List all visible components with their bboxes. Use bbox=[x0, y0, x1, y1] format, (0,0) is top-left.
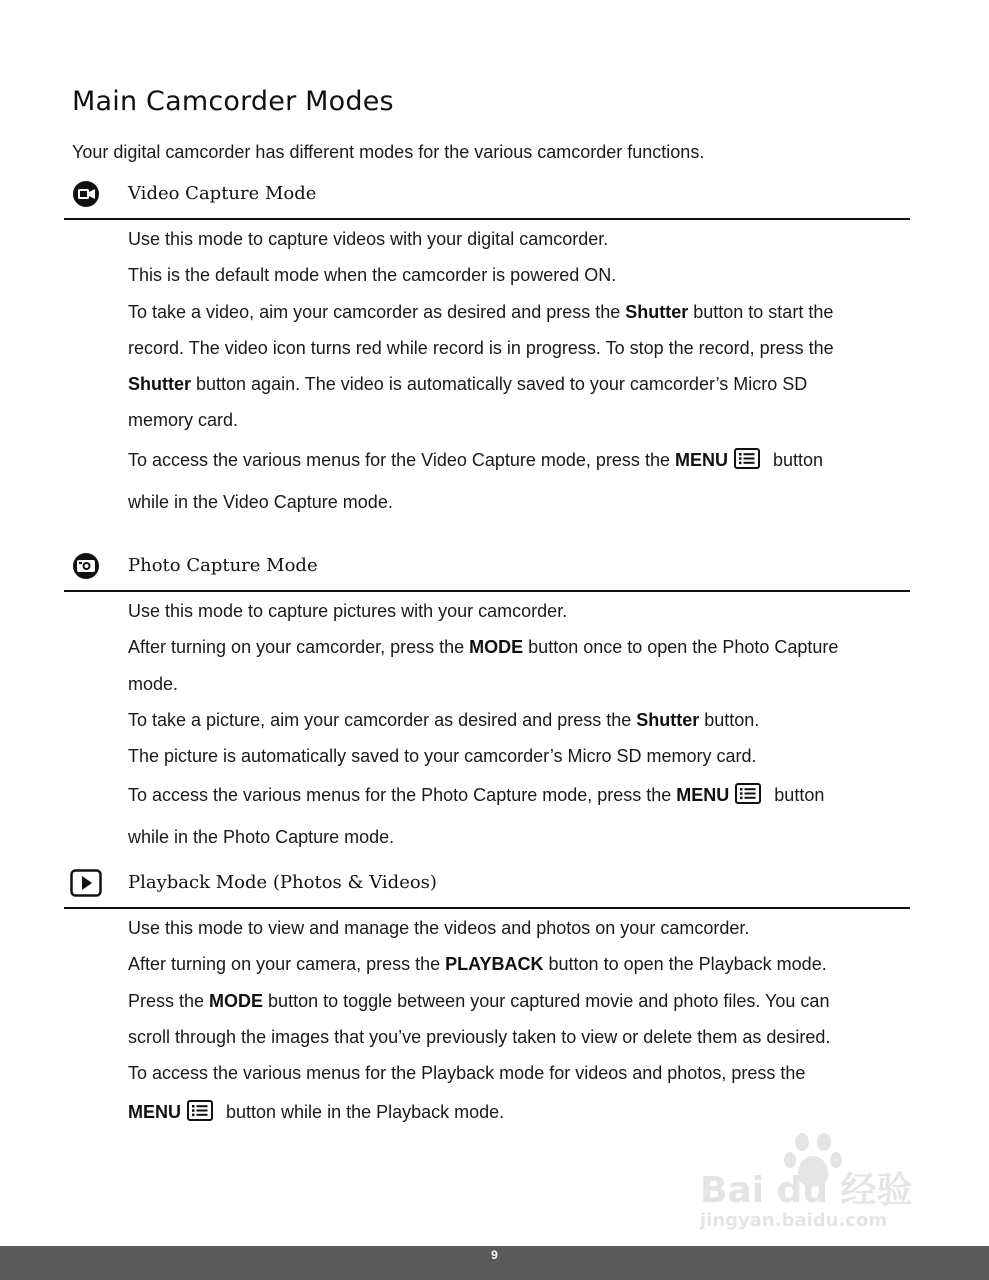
playback-keyword: PLAYBACK bbox=[445, 954, 544, 975]
text-line: Use this mode to capture pictures with your camcorder. bbox=[128, 601, 568, 621]
mode-keyword: MODE bbox=[469, 637, 524, 658]
watermark-url: jingyan.baidu.com bbox=[700, 1210, 888, 1231]
text-line: The picture is automatically saved to your camcorder’s Micro SD memory card. bbox=[128, 746, 757, 767]
text-line: Use this mode to view and manage the videos and photos on your camcorder. bbox=[128, 918, 750, 938]
section-header-video-capture bbox=[64, 180, 910, 220]
menu-list-icon bbox=[187, 1100, 213, 1121]
section-header-photo-capture bbox=[64, 552, 910, 592]
intro-text: Your digital camcorder has different modes for the various camcorder functions. bbox=[72, 142, 705, 162]
text-line: To take a picture, aim your camcorder as desired and press the Shutter button. bbox=[128, 709, 760, 730]
text-line: To access the various menus for the Playback mode for videos and photos, press the bbox=[128, 1063, 806, 1084]
text-line: Shutter button again. The video is automatically saved to your camcorder’s Micro SD bbox=[128, 374, 808, 395]
section-body-photo-capture bbox=[128, 593, 898, 858]
text-line: To take a video, aim your camcorder as desired and press the Shutter button to start the bbox=[128, 301, 834, 322]
text-line: To access the various menus for the Photo Capture mode, press the MENU button bbox=[128, 785, 825, 806]
text-line: record. The video icon turns red while record is in progress. To stop the record, press the bbox=[128, 337, 834, 358]
section-body-video-capture bbox=[128, 221, 898, 523]
baidu-watermark bbox=[700, 1120, 940, 1240]
shutter-keyword: Shutter bbox=[128, 374, 191, 395]
text-line: while in the Video Capture mode. bbox=[128, 491, 393, 512]
photo-camera-icon bbox=[70, 552, 102, 584]
watermark-brand: Bai du 经验 bbox=[700, 1170, 913, 1211]
play-icon bbox=[66, 869, 106, 901]
shutter-keyword: Shutter bbox=[625, 301, 689, 322]
section-divider bbox=[64, 907, 910, 909]
video-camera-icon bbox=[70, 180, 102, 212]
menu-keyword: MENU bbox=[676, 785, 730, 806]
section-body-playback bbox=[128, 910, 898, 1133]
text-line: This is the default mode when the camcorder is powered ON. bbox=[128, 265, 617, 286]
text-line: mode. bbox=[128, 673, 179, 694]
text-line: After turning on your camera, press the PLAYBACK button to open the Playback mode. bbox=[128, 954, 827, 975]
menu-list-icon bbox=[735, 783, 761, 804]
page-title: Main Camcorder Modes bbox=[72, 86, 394, 117]
menu-keyword: MENU bbox=[674, 449, 728, 470]
text-line: Press the MODE button to toggle between your captured movie and photo files. You can bbox=[128, 990, 830, 1011]
section-title: Photo Capture Mode bbox=[128, 555, 318, 576]
mode-keyword: MODE bbox=[209, 990, 264, 1011]
text-line: To access the various menus for the Video Capture mode, press the MENU button bbox=[128, 449, 824, 470]
menu-keyword: MENU bbox=[128, 1102, 181, 1123]
page-number: 9 bbox=[491, 1248, 498, 1262]
section-title: Playback Mode (Photos & Videos) bbox=[128, 872, 437, 893]
text-line: MENU button while in the Playback mode. bbox=[128, 1102, 505, 1123]
text-line: Use this mode to capture videos with your digital camcorder. bbox=[128, 229, 609, 249]
text-line: while in the Photo Capture mode. bbox=[128, 827, 395, 848]
text-line: memory card. bbox=[128, 410, 239, 431]
page-footer bbox=[0, 1246, 989, 1280]
section-header-playback bbox=[64, 869, 910, 909]
section-divider bbox=[64, 218, 910, 220]
menu-list-icon bbox=[734, 448, 760, 469]
text-line: After turning on your camcorder, press the MODE button once to open the Photo Capture bbox=[128, 637, 839, 658]
section-title: Video Capture Mode bbox=[128, 183, 317, 204]
shutter-keyword: Shutter bbox=[636, 709, 700, 730]
section-divider bbox=[64, 590, 910, 592]
text-line: scroll through the images that you’ve previously taken to view or delete them as desired. bbox=[128, 1026, 831, 1047]
